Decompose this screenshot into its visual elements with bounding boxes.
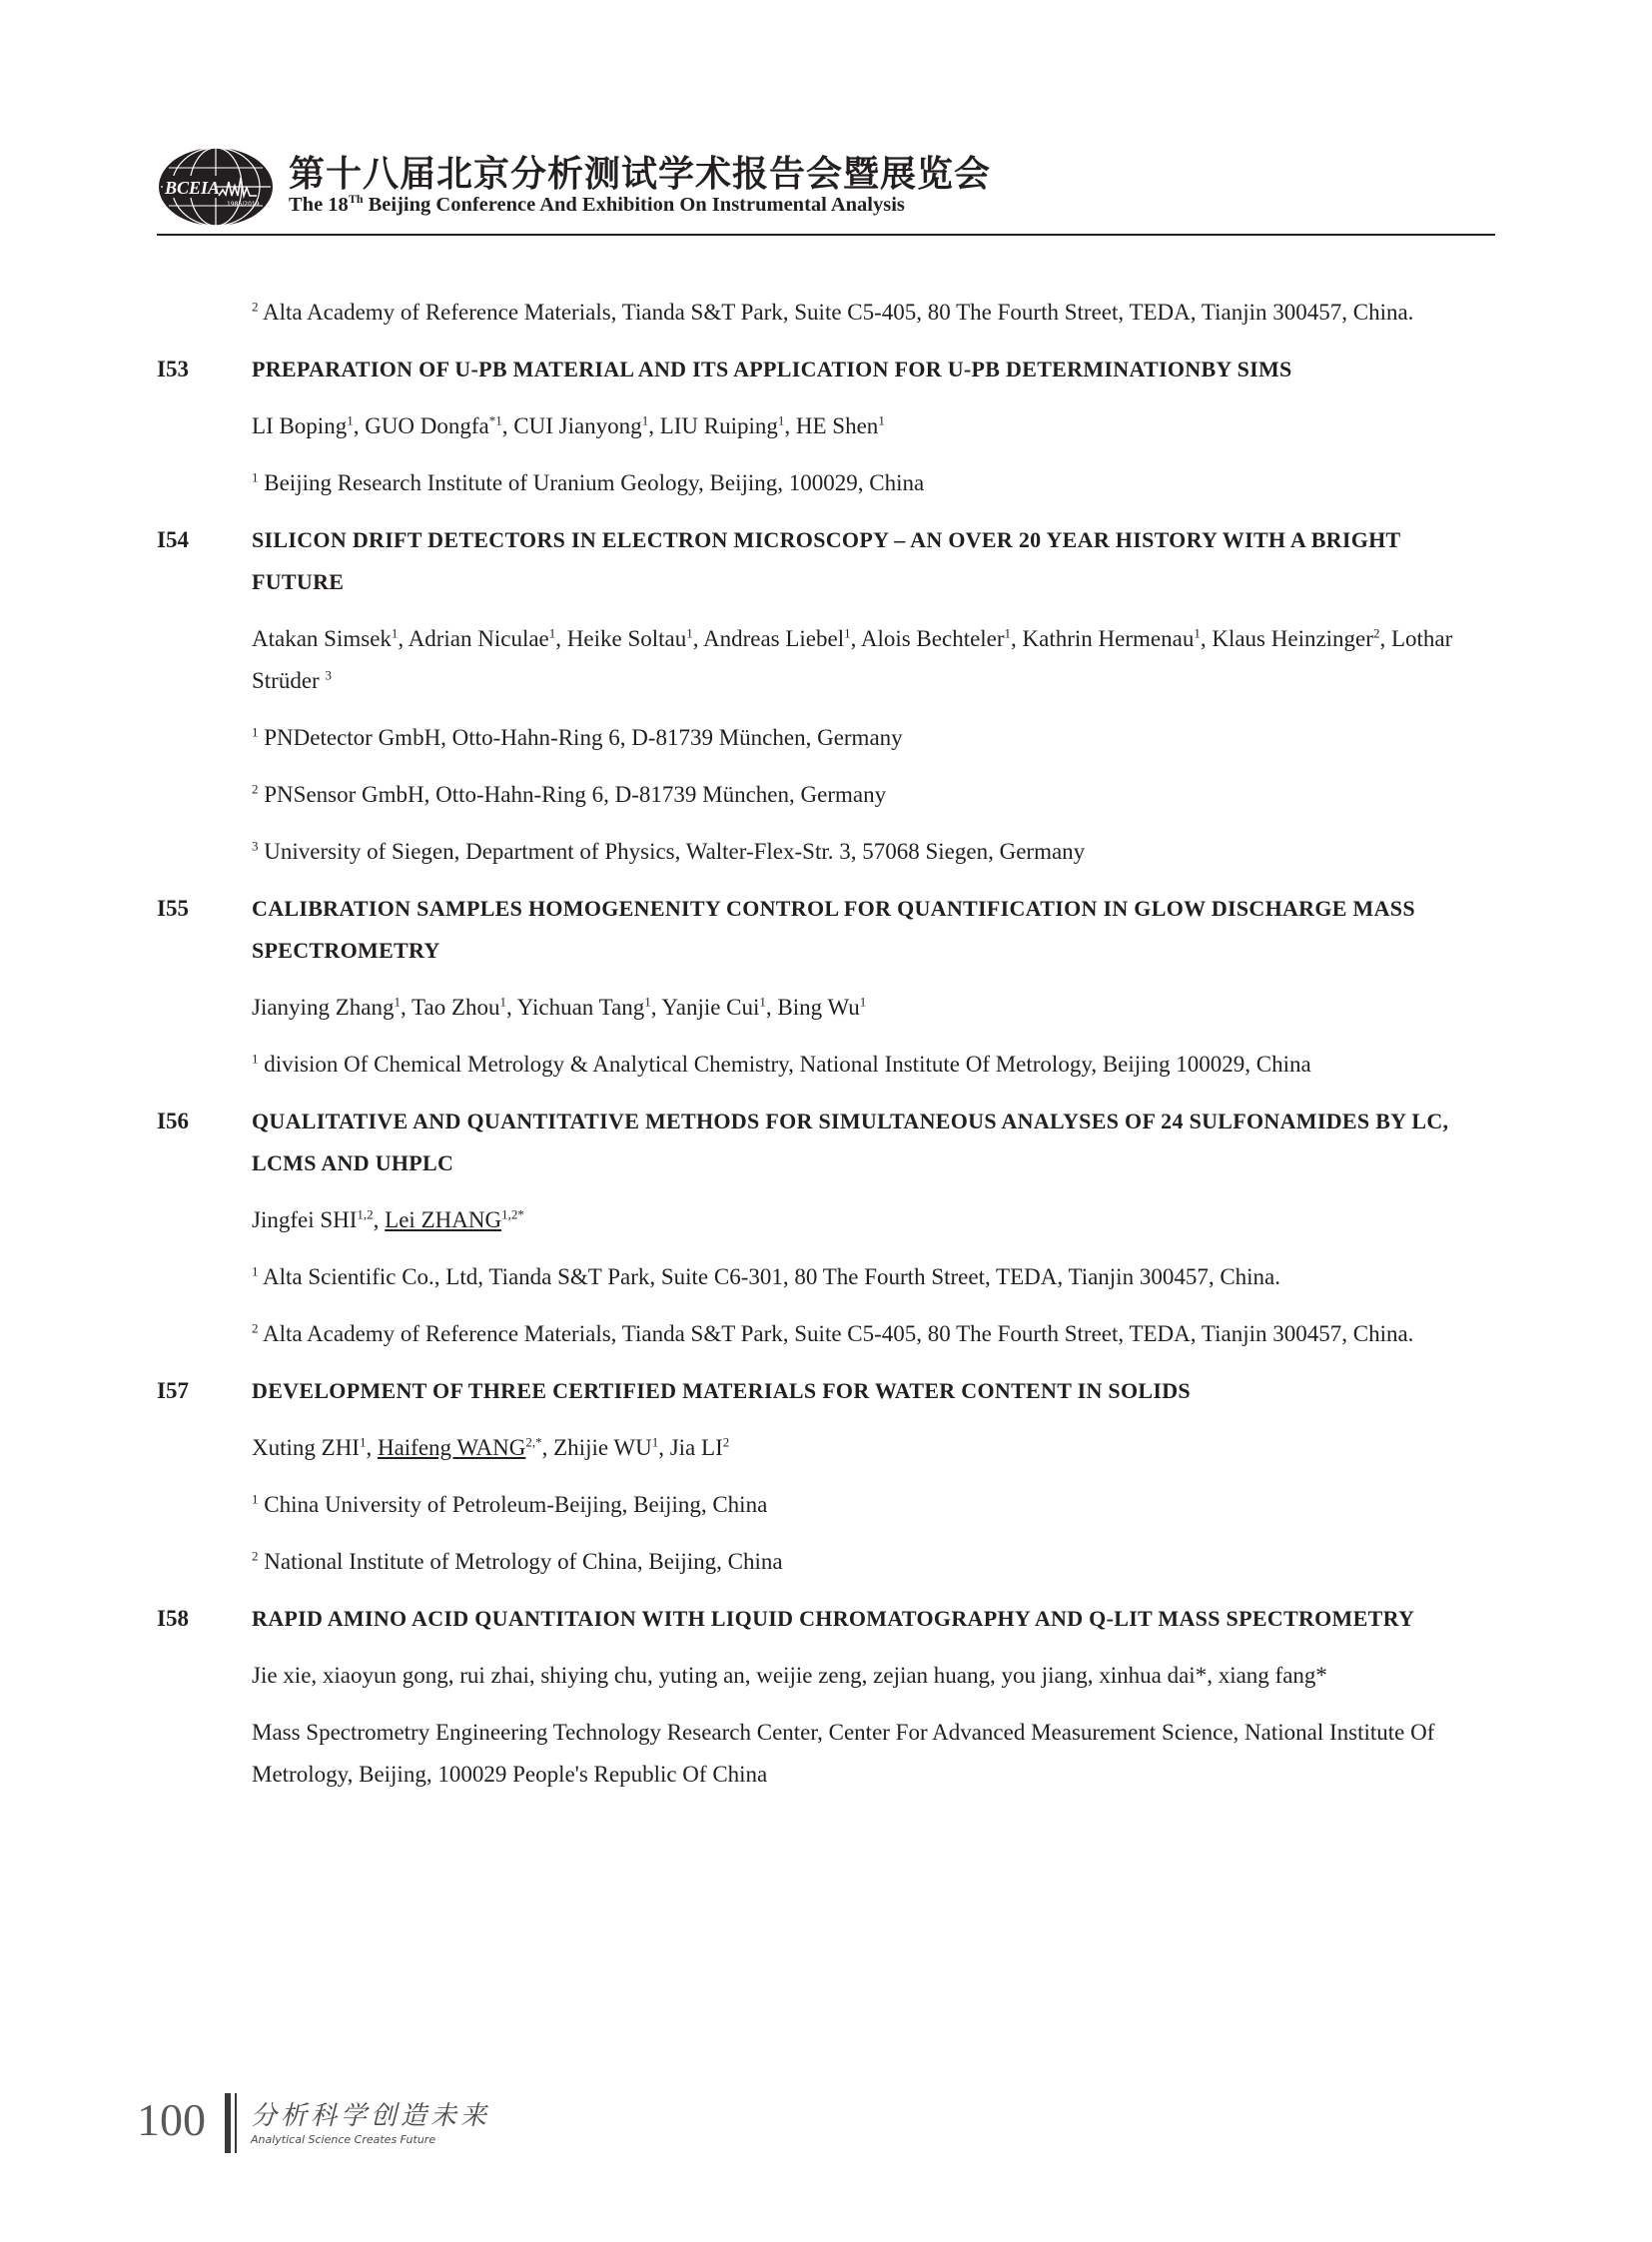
presenting-author: Lei ZHANG	[385, 1207, 502, 1232]
affiliation	[252, 462, 1495, 504]
affiliation-text: Alta Scientific Co., Ltd, Tianda S&T Park, Suite C6-301, 80 The Fourth Street, TEDA, Tianjin 300457, China.	[258, 1264, 1281, 1289]
bceia-logo	[157, 146, 275, 228]
logo-years: 1985/2019	[227, 201, 260, 208]
affiliation-mark: 2	[252, 781, 259, 797]
affiliation-text: Beijing Research Institute of Uranium Geology, Beijing, 100029, China	[258, 470, 925, 495]
slogan-cn: 分析科学创造未来	[251, 2101, 491, 2131]
footer-divider	[235, 2093, 237, 2153]
footer-divider	[225, 2093, 231, 2153]
logo-text: BCEIA	[165, 178, 221, 198]
page-header	[157, 140, 1495, 236]
affiliation-mark: 1	[252, 724, 259, 740]
entry-title: PREPARATION OF U-PB MATERIAL AND ITS APPLICATION FOR U-PB DETERMINATIONBY SIMS	[252, 357, 1292, 381]
entry-id: I55	[157, 896, 189, 921]
entry-title: RAPID AMINO ACID QUANTITAION WITH LIQUID CHROMATOGRAPHY AND Q-LIT MASS SPECTROMETRY	[252, 1606, 1415, 1631]
affiliation	[252, 1044, 1495, 1086]
abstract-entry-i58	[157, 1598, 1495, 1796]
header-divider	[157, 234, 1495, 236]
affiliation-mark: 1	[252, 469, 259, 485]
affiliation	[252, 1313, 1495, 1355]
affiliation-mark: 1	[252, 1491, 259, 1507]
entry-title: SILICON DRIFT DETECTORS IN ELECTRON MICROSCOPY – AN OVER 20 YEAR HISTORY WITH A BRIGHT FUTURE	[252, 527, 1401, 594]
author-mark: 1,2*	[501, 1206, 524, 1222]
author: , GUO Dongfa	[353, 413, 489, 438]
author-mark: 1	[759, 994, 766, 1010]
affiliation-mark: 1	[252, 1051, 259, 1067]
author-mark: 1	[391, 625, 399, 641]
affiliation-mark: 3	[252, 838, 259, 854]
author-mark: 1	[347, 412, 354, 428]
author-mark: 1	[777, 412, 785, 428]
entry-authors	[252, 987, 1495, 1029]
author-mark: 1	[686, 625, 693, 641]
abstract-entry-i57	[157, 1370, 1495, 1583]
entry-authors	[252, 405, 1495, 447]
author-mark: 2	[1372, 625, 1380, 641]
author: , Heike Soltau	[555, 626, 687, 651]
author: , HE Shen	[784, 413, 879, 438]
affiliation: Mass Spectrometry Engineering Technology Research Center, Center For Advanced Measurement Science, National Institute Of Metrology, Beijing, 100029 People's Republic Of China	[252, 1720, 1435, 1787]
author: , Klaus Heinzinger	[1200, 626, 1373, 651]
author-mark: 1	[859, 994, 867, 1010]
author-mark: 1	[359, 1434, 367, 1450]
author: , Tao Zhou	[400, 995, 500, 1020]
author-mark: 1	[878, 412, 885, 428]
affiliation-text: National Institute of Metrology of China, Beijing, China	[258, 1549, 783, 1574]
abstract-entry-i53	[157, 349, 1495, 504]
author-mark: *1	[488, 412, 502, 428]
affiliation	[252, 1541, 1495, 1583]
author: Atakan Simsek	[252, 626, 392, 651]
entry-id: I53	[157, 357, 189, 381]
page-number: 100	[137, 2094, 206, 2145]
conference-title-cn: 第十八届北京分析测试学术报告会暨展览会	[289, 154, 992, 195]
author: , Andreas Liebel	[692, 626, 845, 651]
entry-authors: Jie xie, xiaoyun gong, rui zhai, shiying chu, yuting an, weijie zeng, zejian huang, you jiang, xinhua dai*, xiang fang*	[252, 1663, 1327, 1688]
author: , Kathrin Hermenau	[1011, 626, 1195, 651]
author-mark: 1	[1194, 625, 1201, 641]
author: LI Boping	[252, 413, 348, 438]
author: , Bing Wu	[765, 995, 860, 1020]
affiliation-mark: 1	[252, 1263, 259, 1279]
author-mark: 2,*	[525, 1434, 542, 1450]
author-mark: 2	[722, 1434, 730, 1450]
title-en-part: Beijing Conference And Exhibition On Instrumental Analysis	[363, 194, 905, 216]
author: , Jia LI	[658, 1435, 723, 1460]
author-mark: 1	[1004, 625, 1012, 641]
slogan-en: Analytical Science Creates Future	[251, 2133, 436, 2146]
author: , CUI Jianyong	[501, 413, 642, 438]
entry-id: I58	[157, 1606, 189, 1631]
affiliation-text: University of Siegen, Department of Physics, Walter-Flex-Str. 3, 57068 Siegen, Germany	[258, 839, 1086, 864]
entry-id: I54	[157, 527, 189, 552]
author: Jianying Zhang	[252, 995, 395, 1020]
entry-authors	[252, 1427, 1495, 1469]
conference-title-en	[289, 194, 905, 217]
author: Jingfei SHI	[252, 1207, 358, 1232]
author-mark: 1	[651, 1434, 659, 1450]
affiliation-text: division Of Chemical Metrology & Analytical Chemistry, National Institute Of Metrology, Beijing 100029, China	[258, 1052, 1311, 1077]
author-mark: 1	[641, 412, 649, 428]
entry-id: I57	[157, 1378, 189, 1403]
affiliation-text: Alta Academy of Reference Materials, Tianda S&T Park, Suite C5-405, 80 The Fourth Street, TEDA, Tianjin 300457, China.	[258, 1321, 1414, 1346]
entry-title: DEVELOPMENT OF THREE CERTIFIED MATERIALS FOR WATER CONTENT IN SOLIDS	[252, 1378, 1191, 1403]
author: , Yanjie Cui	[650, 995, 760, 1020]
title-en-part: The 18	[289, 194, 349, 216]
entry-authors	[252, 1199, 1495, 1241]
author-mark: 1	[644, 994, 651, 1010]
entry-title: QUALITATIVE AND QUANTITATIVE METHODS FOR SIMULTANEOUS ANALYSES OF 24 SULFONAMIDES BY LC, LCMS AND UHPLC	[252, 1109, 1449, 1175]
author: , Alois Bechteler	[850, 626, 1005, 651]
author-mark: 1,2	[357, 1206, 374, 1222]
affiliation-mark: 2	[252, 1548, 259, 1564]
affiliation	[252, 1256, 1495, 1298]
author-mark: 3	[325, 667, 332, 683]
abstract-entry-i56	[157, 1101, 1495, 1355]
author: , Adrian Niculae	[398, 626, 549, 651]
abstract-entry-i54	[157, 519, 1495, 873]
page-footer	[137, 2089, 636, 2159]
entry-title: CALIBRATION SAMPLES HOMOGENENITY CONTROL FOR QUANTIFICATION IN GLOW DISCHARGE MASS SPECTROMETRY	[252, 896, 1415, 963]
affiliation-mark: 2	[252, 299, 259, 315]
affiliation-text: China University of Petroleum-Beijing, Beijing, China	[258, 1492, 768, 1517]
author-mark: 1	[844, 625, 851, 641]
affiliation-mark: 2	[252, 1320, 259, 1336]
author-mark: 1	[548, 625, 556, 641]
title-en-sup: Th	[348, 192, 364, 207]
presenting-author: Haifeng WANG	[377, 1435, 526, 1460]
abstract-entry-i55	[157, 888, 1495, 1086]
affiliation-text: PNSensor GmbH, Otto-Hahn-Ring 6, D-81739 München, Germany	[258, 782, 887, 807]
author: , Yichuan Tang	[506, 995, 645, 1020]
affiliation-text: Alta Academy of Reference Materials, Tianda S&T Park, Suite C5-405, 80 The Fourth Street, TEDA, Tianjin 300457, China.	[258, 300, 1414, 325]
author-separator: ,	[366, 1435, 378, 1460]
entry-authors	[252, 618, 1495, 702]
abstract-list	[157, 292, 1495, 1811]
entry-id: I56	[157, 1109, 189, 1133]
affiliation	[252, 774, 1495, 816]
author: Xuting ZHI	[252, 1435, 360, 1460]
affiliation	[252, 831, 1495, 873]
author: , LIU Ruiping	[648, 413, 778, 438]
author: , Lothar Strüder	[252, 626, 1453, 693]
affiliation-text: PNDetector GmbH, Otto-Hahn-Ring 6, D-81739 München, Germany	[258, 725, 903, 750]
affiliation	[252, 717, 1495, 759]
author-separator: ,	[373, 1207, 386, 1232]
author-mark: 1	[394, 994, 401, 1010]
author: , Zhijie WU	[541, 1435, 652, 1460]
affiliation	[252, 292, 1495, 334]
affiliation	[252, 1484, 1495, 1526]
author-mark: 1	[499, 994, 506, 1010]
